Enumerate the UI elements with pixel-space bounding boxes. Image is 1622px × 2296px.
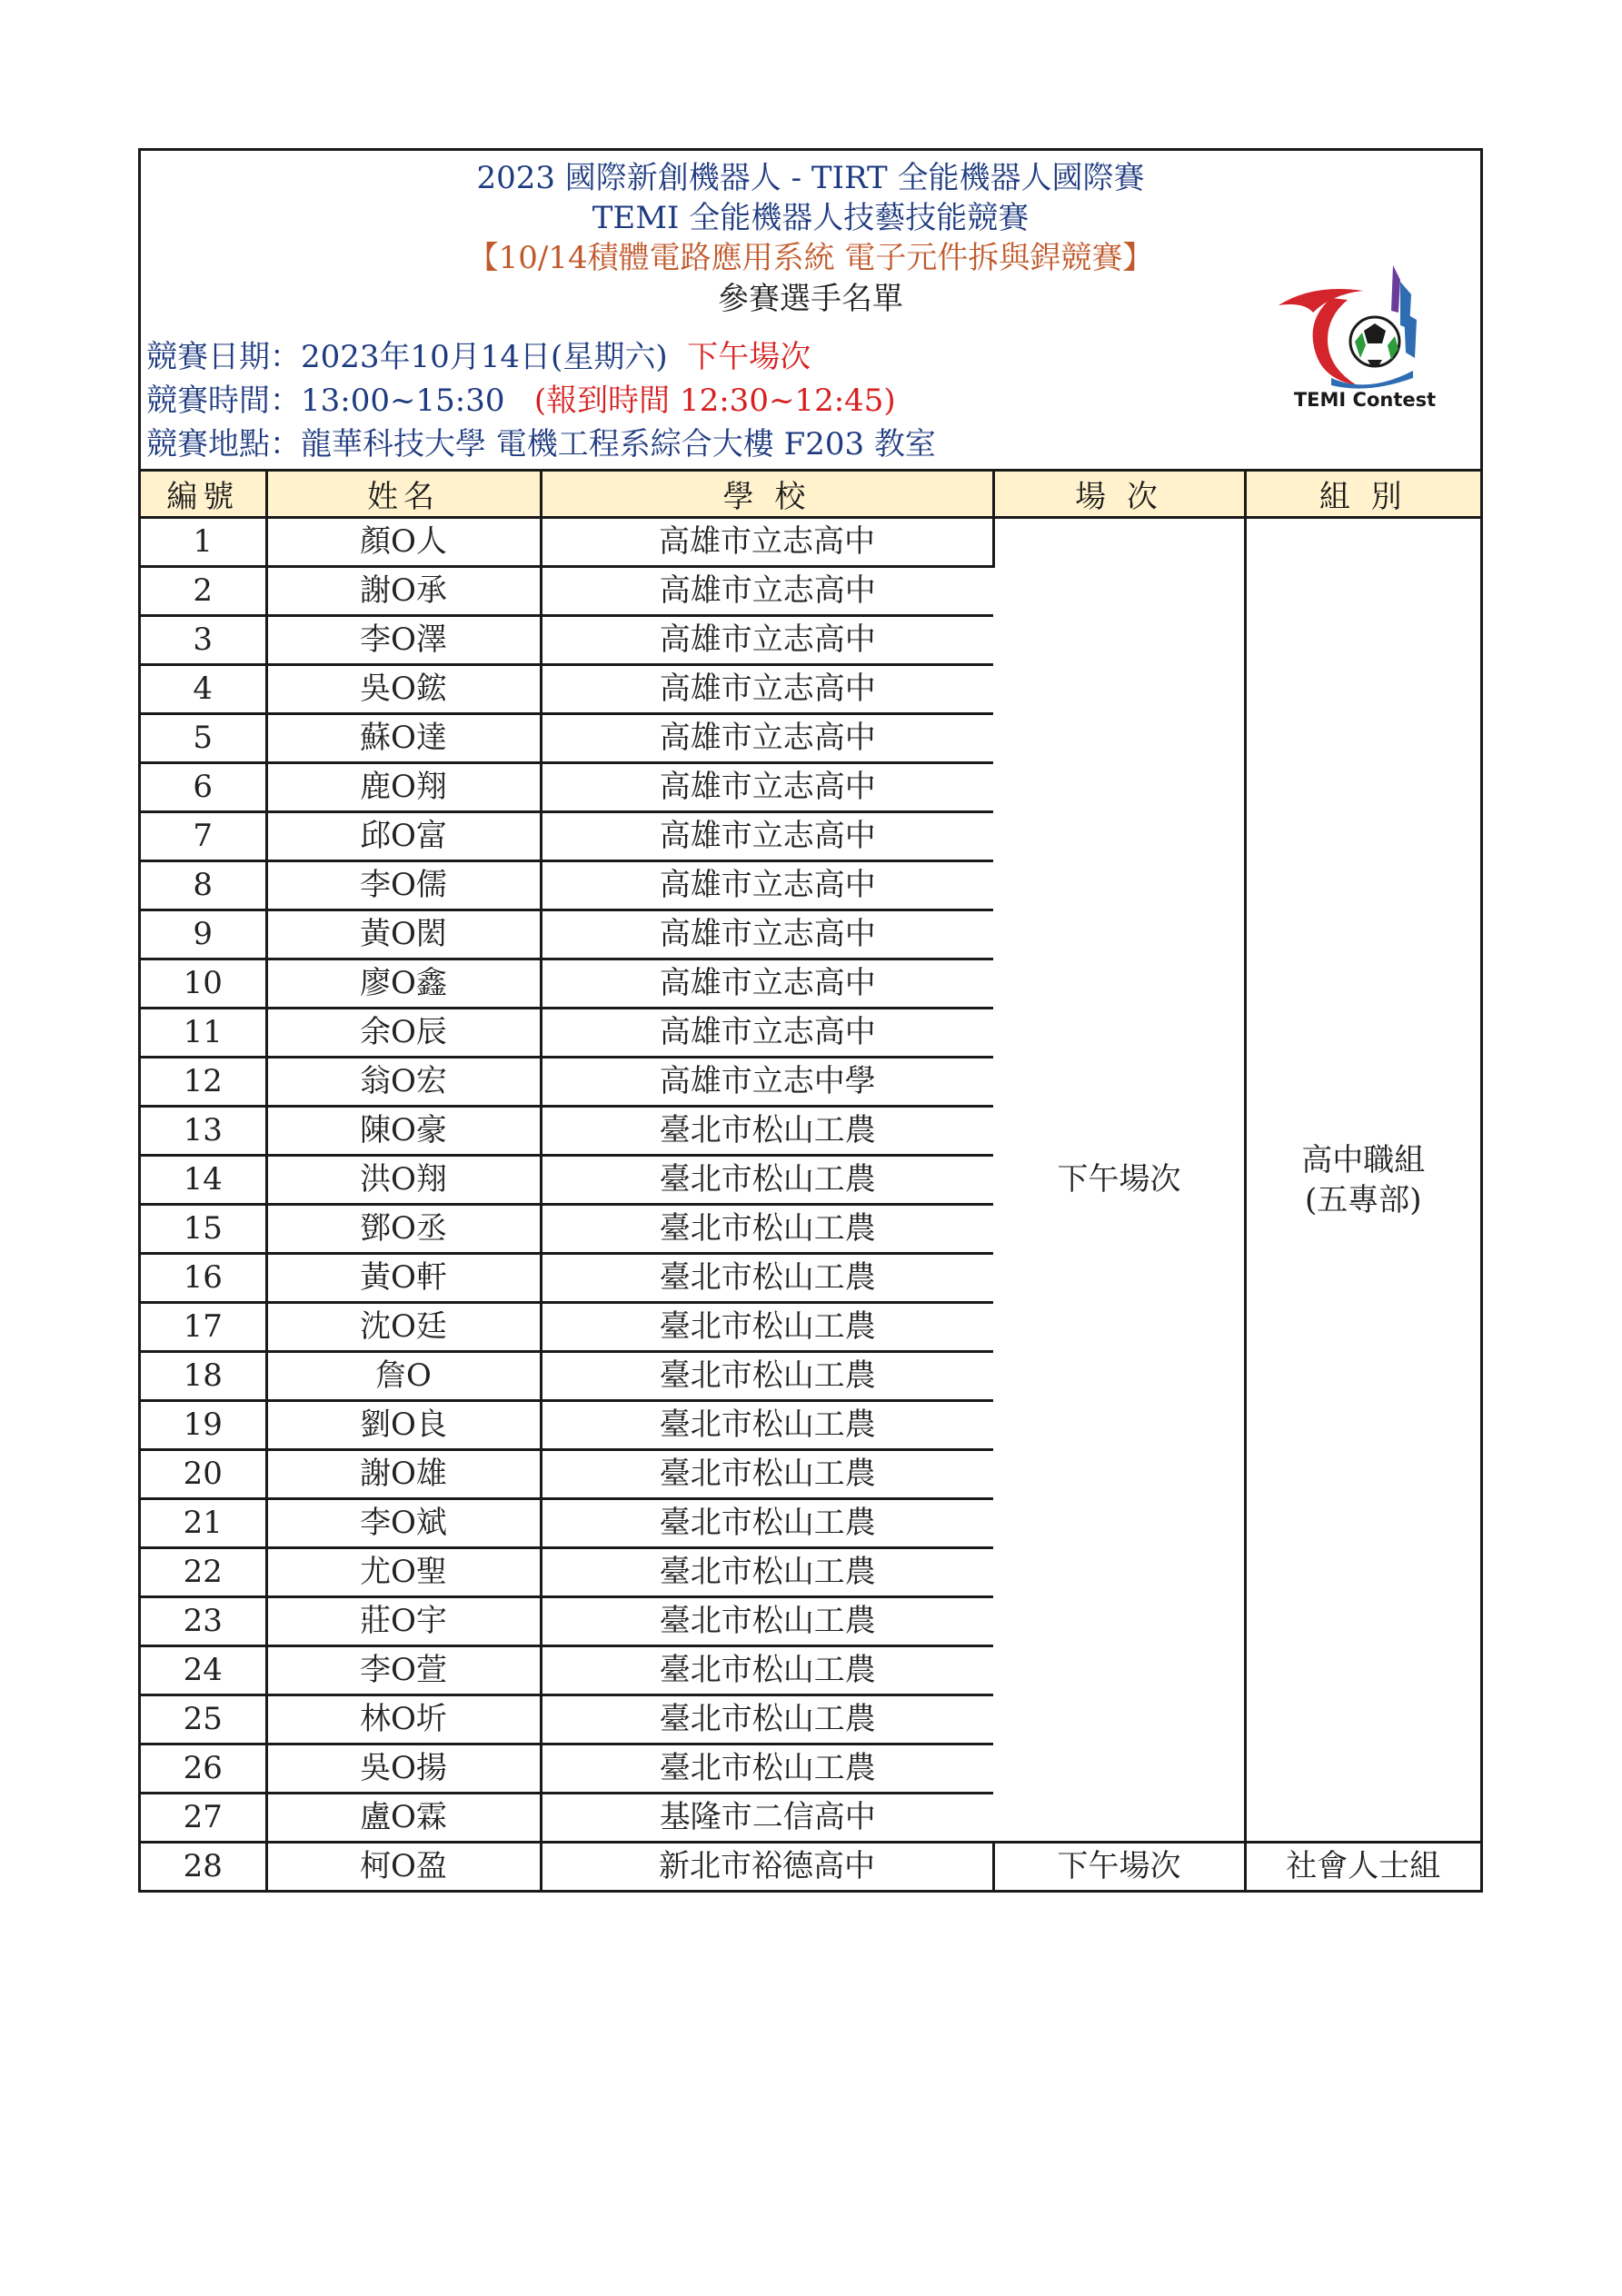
cell-number: 13: [141, 1107, 266, 1156]
table-body: [141, 518, 1480, 1891]
cell-school: 臺北市松山工農: [541, 1450, 993, 1499]
cell-number: 9: [141, 910, 266, 959]
cell-name: 翁O宏: [266, 1058, 541, 1107]
cell-number: 1: [141, 518, 266, 567]
cell-name: 廖O鑫: [266, 959, 541, 1009]
cell-name: 李O澤: [266, 616, 541, 665]
cell-name: 盧O霖: [266, 1794, 541, 1843]
cell-school: 臺北市松山工農: [541, 1646, 993, 1695]
cell-school: 高雄市立志高中: [541, 616, 993, 665]
cell-number: 15: [141, 1205, 266, 1254]
cell-school: 臺北市松山工農: [541, 1107, 993, 1156]
cell-group: 社會人士組: [1286, 1847, 1441, 1884]
cell-name: 莊O宇: [266, 1597, 541, 1646]
cell-school: 高雄市立志高中: [541, 567, 993, 616]
cell-session: 下午場次: [993, 1843, 1245, 1891]
cell-number: 26: [141, 1744, 266, 1794]
cell-school: 高雄市立志高中: [541, 518, 993, 567]
cell-name: 黃O軒: [266, 1254, 541, 1303]
cell-number: 6: [141, 763, 266, 812]
cell-school: 高雄市立志高中: [541, 1009, 993, 1058]
cell-name: 鄧O丞: [266, 1205, 541, 1254]
cell-name: 余O辰: [266, 1009, 541, 1058]
cell-school: 臺北市松山工農: [541, 1695, 993, 1744]
cell-school: 臺北市松山工農: [541, 1303, 993, 1352]
cell-school: 臺北市松山工農: [541, 1205, 993, 1254]
cell-number: 20: [141, 1450, 266, 1499]
cell-school: 臺北市松山工農: [541, 1352, 993, 1401]
cell-school: 臺北市松山工農: [541, 1499, 993, 1548]
competition-title: TEMI 全能機器人技藝技能競賽: [592, 200, 1030, 236]
cell-name: 劉O良: [266, 1401, 541, 1450]
cell-group-merged: [1245, 518, 1480, 1843]
cell-school: 高雄市立志高中: [541, 910, 993, 959]
cell-school: 新北市裕德高中: [541, 1843, 993, 1891]
participant-table: [141, 472, 1480, 1890]
cell-name: 李O斌: [266, 1499, 541, 1548]
cell-name: 詹O: [266, 1352, 541, 1401]
checkin-time: (報到時間 12:30~12:45): [533, 383, 896, 419]
sheet-header: [141, 151, 1480, 472]
cell-number: 21: [141, 1499, 266, 1548]
cell-name: 鹿O翔: [266, 763, 541, 812]
cell-number: 25: [141, 1695, 266, 1744]
col-header-session: 場 次: [993, 472, 1245, 518]
cell-number: 19: [141, 1401, 266, 1450]
date-line: [146, 337, 811, 377]
group-label-line1: 高中職組: [1301, 1141, 1426, 1178]
cell-school: 臺北市松山工農: [541, 1744, 993, 1794]
cell-name: 柯O盈: [266, 1843, 541, 1891]
cell-name: 林O圻: [266, 1695, 541, 1744]
cell-name: 顏O人: [266, 518, 541, 567]
cell-school: 高雄市立志高中: [541, 959, 993, 1009]
col-header-name: 姓名: [266, 472, 541, 518]
participant-sheet: [138, 148, 1483, 1893]
cell-name: 吳O鋐: [266, 665, 541, 714]
cell-number: 11: [141, 1009, 266, 1058]
cell-number: 16: [141, 1254, 266, 1303]
col-header-number: 編號: [141, 472, 266, 518]
cell-school: 基隆市二信高中: [541, 1794, 993, 1843]
cell-name: 李O儒: [266, 861, 541, 910]
cell-name: 尤O聖: [266, 1548, 541, 1597]
cell-name: 沈O廷: [266, 1303, 541, 1352]
cell-school: 高雄市立志高中: [541, 763, 993, 812]
cell-number: 2: [141, 567, 266, 616]
cell-school: 臺北市松山工農: [541, 1254, 993, 1303]
date-session: 下午場次: [687, 339, 811, 375]
cell-school: 臺北市松山工農: [541, 1548, 993, 1597]
cell-number: 8: [141, 861, 266, 910]
cell-number: 12: [141, 1058, 266, 1107]
cell-number: 3: [141, 616, 266, 665]
temi-logo-icon: [1277, 258, 1431, 394]
cell-name: 謝O雄: [266, 1450, 541, 1499]
time-label: 競賽時間：13:00~15:30: [146, 383, 505, 419]
contest-subtitle: 【10/14積體電路應用系統 電子元件拆與銲競賽】: [467, 240, 1154, 276]
table-row: [141, 518, 1480, 567]
list-title: 參賽選手名單: [718, 281, 903, 317]
location-line: 競賽地點：龍華科技大學 電機工程系綜合大樓 F203 教室: [146, 426, 936, 462]
cell-name: 邱O富: [266, 812, 541, 861]
cell-number: 14: [141, 1156, 266, 1205]
cell-number: 17: [141, 1303, 266, 1352]
cell-school: 高雄市立志高中: [541, 812, 993, 861]
cell-school: 臺北市松山工農: [541, 1597, 993, 1646]
cell-number: 27: [141, 1794, 266, 1843]
cell-number: 5: [141, 714, 266, 763]
cell-number: 28: [141, 1843, 266, 1891]
cell-number: 4: [141, 665, 266, 714]
cell-school: 高雄市立志高中: [541, 665, 993, 714]
cell-school: 高雄市立志中學: [541, 1058, 993, 1107]
cell-number: 22: [141, 1548, 266, 1597]
cell-school: 臺北市松山工農: [541, 1156, 993, 1205]
cell-name: 洪O翔: [266, 1156, 541, 1205]
logo-caption: TEMI Contest: [1293, 389, 1437, 411]
table-header-row: [141, 472, 1480, 518]
cell-name: 黃O閎: [266, 910, 541, 959]
cell-name: 吳O揚: [266, 1744, 541, 1794]
table-row: [141, 1843, 1480, 1891]
cell-number: 23: [141, 1597, 266, 1646]
event-title: 2023 國際新創機器人 - TIRT 全能機器人國際賽: [476, 160, 1145, 196]
cell-school: 高雄市立志高中: [541, 861, 993, 910]
cell-number: 10: [141, 959, 266, 1009]
cell-name: 李O萱: [266, 1646, 541, 1695]
cell-number: 7: [141, 812, 266, 861]
cell-name: 謝O承: [266, 567, 541, 616]
group-label-line2: (五專部): [1304, 1181, 1422, 1218]
col-header-school: 學 校: [541, 472, 993, 518]
cell-number: 18: [141, 1352, 266, 1401]
cell-name: 蘇O達: [266, 714, 541, 763]
col-header-group: 組 別: [1245, 472, 1480, 518]
cell-school: 臺北市松山工農: [541, 1401, 993, 1450]
date-label: 競賽日期：2023年10月14日(星期六): [146, 339, 668, 375]
cell-session-merged: 下午場次: [993, 518, 1245, 1843]
cell-number: 24: [141, 1646, 266, 1695]
cell-name: 陳O豪: [266, 1107, 541, 1156]
cell-school: 高雄市立志高中: [541, 714, 993, 763]
time-line: [146, 381, 896, 421]
